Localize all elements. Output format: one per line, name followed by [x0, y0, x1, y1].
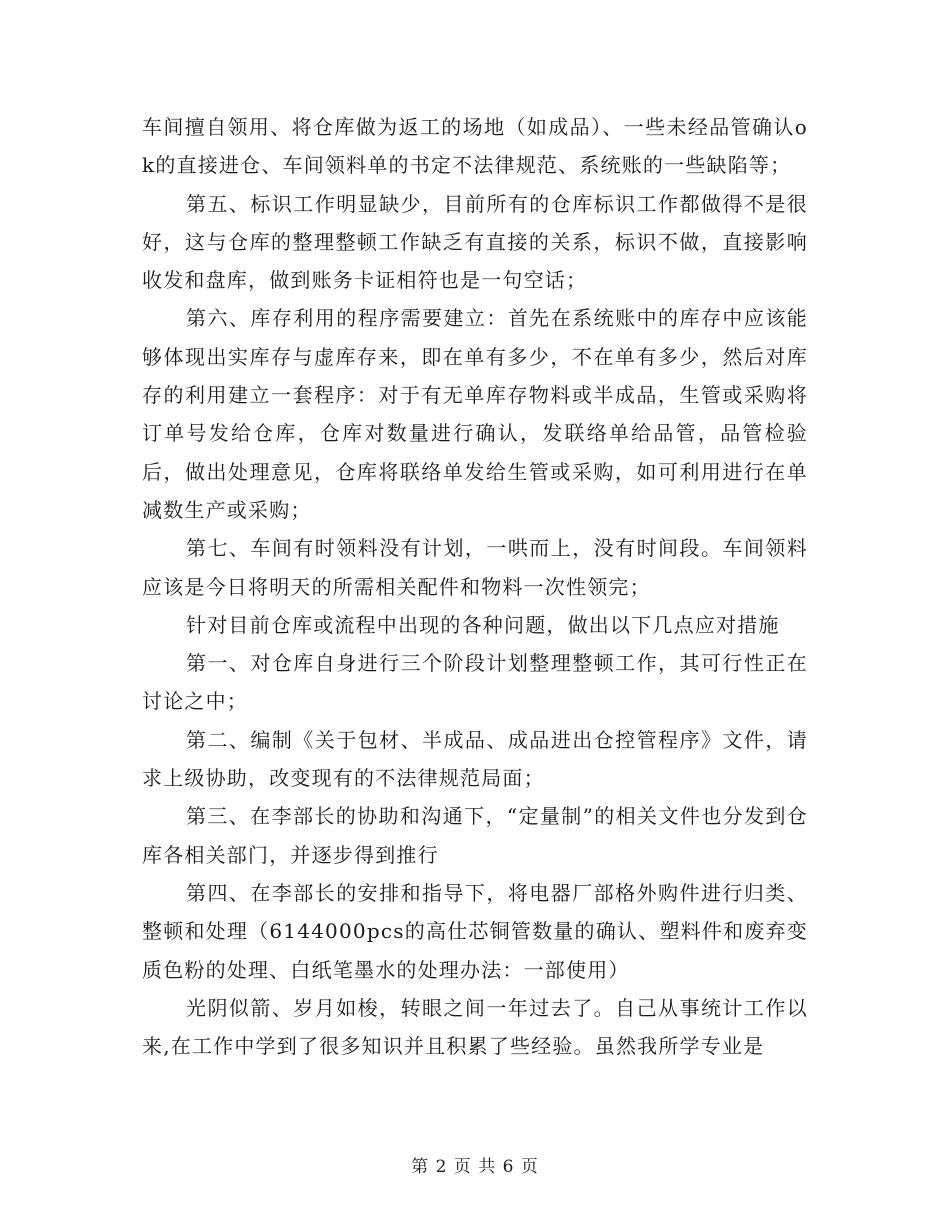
paragraph-2: 第五、标识工作明显缺少，目前所有的仓库标识工作都做得不是很好，这与仓库的整理整顿工作缺乏有直接的关系，标识不做，直接影响收发和盘库，做到账务卡证相符也是一句空话；: [142, 191, 808, 293]
paragraph-5: 针对目前仓库或流程中出现的各种问题，做出以下几点应对措施: [186, 612, 780, 637]
paragraph-10: 光阴似箭、岁月如梭，转眼之间一年过去了。自己从事统计工作以来,在工作中学到了很多知识并且积累了些经验。虽然我所学专业是: [142, 995, 808, 1059]
paragraph-8: 第三、在李部长的协助和沟通下，“定量制”的相关文件也分发到仓库各相关部门，并逐步得到推行: [142, 804, 808, 867]
paragraph-6: 第一、对仓库自身进行三个阶段计划整理整顿工作，其可行性正在讨论之中；: [142, 651, 808, 714]
document-body: [142, 108, 808, 1065]
paragraph-7: 第二、编制《关于包材、半成品、成品进出仓控管程序》文件，请求上级协助，改变现有的不法律规范局面；: [142, 727, 808, 791]
paragraph-9: 第四、在李部长的安排和指导下，将电器厂部格外购件进行归类、整顿和处理（6144000pcs的高仕芯铜管数量的确认、塑料件和废弃变质色粉的处理、白纸笔墨水的处理办法：一部使用）: [142, 880, 808, 982]
paragraph-4: 第七、车间有时领料没有计划，一哄而上，没有时间段。车间领料应该是今日将明天的所需相关配件和物料一次性领完；: [142, 536, 808, 599]
page-number-footer: 第 2 页 共 6 页: [411, 1157, 539, 1177]
paragraph-1: 车间擅自领用、将仓库做为返工的场地（如成品）、一些未经品管确认ok的直接进仓、车间领料单的书定不法律规范、系统账的一些缺陷等；: [142, 115, 808, 178]
paragraph-3: 第六、库存利用的程序需要建立：首先在系统账中的库存中应该能够体现出实库存与虚库存来，即在单有多少，不在单有多少，然后对库存的利用建立一套程序：对于有无单库存物料或半成品，生管或采购将订单号发给仓库，仓库对数量进行确认，发联络单给品管，品管检验后，做出处理意见，仓库将联络单发给生管或采购，如可利用进行在单减数生产或采购；: [142, 306, 808, 522]
